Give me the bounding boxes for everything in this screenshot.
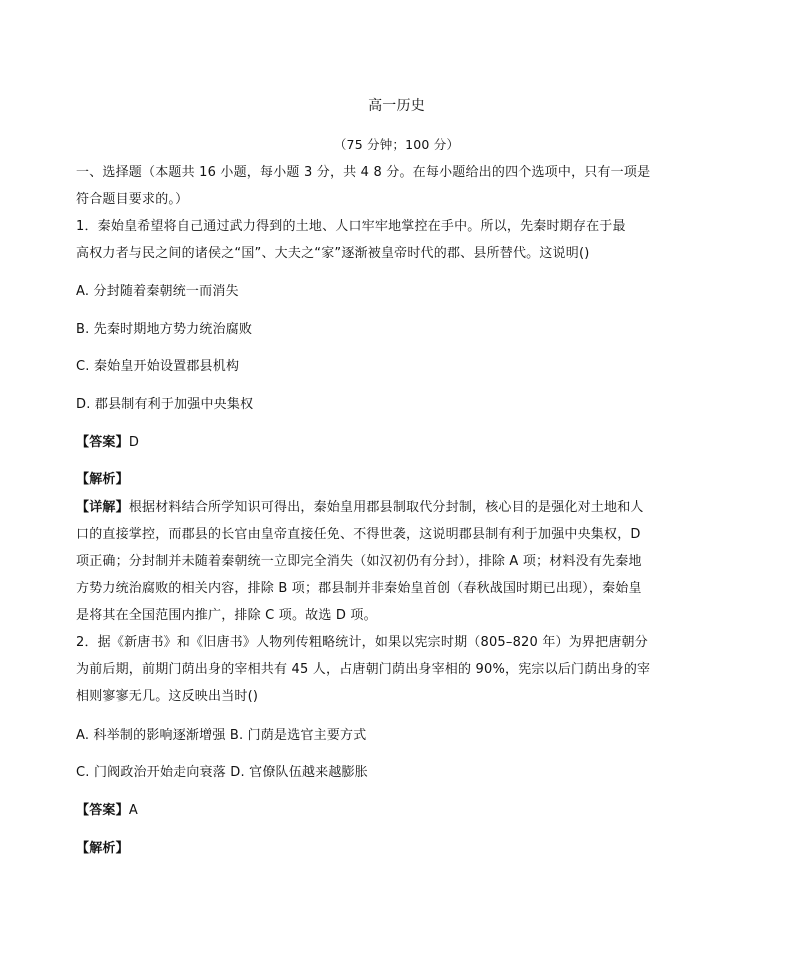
q2-options-row-1: A. 科举制的影响逐渐增强 B. 门荫是选官主要方式 [76,728,367,743]
q2-stem-line-3: 相则寥寥无几。这反映出当时() [76,689,259,704]
q1-option-c: C. 秦始皇开始设置郡县机构 [76,359,240,374]
q1-analysis-label: 【解析】 [76,472,129,487]
section-heading-line-2: 符合题目要求的。） [76,192,189,207]
exam-duration-score: （75 分钟；100 分） [333,137,460,152]
q1-detail-line-2: 口的直接掌控，而郡县的长官由皇帝直接任免、不得世袭，这说明郡县制有利于加强中央集权，D [76,527,641,542]
q1-option-a: A. 分封随着秦朝统一而消失 [76,284,239,299]
section-heading-line-1: 一、选择题（本题共 16 小题，每小题 3 分，共 4 8 分。在每小题给出的四个选项中，只有一项是 [76,165,651,180]
document-title: 高一历史 [368,98,425,114]
q2-stem-line-2: 为前后期，前期门荫出身的宰相共有 45 人，占唐朝门荫出身宰相的 90%，宪宗以后门荫出身的宰 [76,662,651,677]
q2-answer-value: A [128,803,138,818]
q1-answer [76,434,139,452]
q1-answer-label: 【答案】 [76,435,129,450]
q1-detail-line-5: 是将其在全国范围内推广，排除 C 项。故选 D 项。 [76,608,377,623]
q2-answer-label: 【答案】 [76,803,129,818]
q1-answer-value: D [128,435,140,450]
q1-detail-line-3: 项正确；分封制并未随着秦朝统一立即完全消失（如汉初仍有分封），排除 A 项；材料没有先秦地 [76,554,642,569]
q1-detail-label: 【详解】 [76,500,129,515]
q2-analysis-label: 【解析】 [76,841,129,856]
q1-option-b: B. 先秦时期地方势力统治腐败 [76,322,253,337]
q2-stem-line-1: 2．据《新唐书》和《旧唐书》人物列传粗略统计，如果以宪宗时期（805–820 年）为界把唐朝分 [76,635,648,650]
q2-options-row-2: C. 门阀政治开始走向衰落 D. 官僚队伍越来越膨胀 [76,765,368,780]
q2-answer [76,802,138,820]
q1-stem-line-1: 1．秦始皇希望将自己通过武力得到的土地、人口牢牢地掌控在手中。所以，先秦时期存在于最 [76,219,626,234]
q1-stem-line-2: 高权力者与民之间的诸侯之“国”、大夫之“家”逐渐被皇帝时代的郡、县所替代。这说明() [76,246,590,261]
q1-detail-text-1: 根据材料结合所学知识可得出，秦始皇用郡县制取代分封制，核心目的是强化对土地和人 [128,500,644,515]
q1-detail-line-1 [76,499,644,517]
q1-option-d: D. 郡县制有利于加强中央集权 [76,397,254,412]
q1-detail-line-4: 方势力统治腐败的相关内容，排除 B 项；郡县制并非秦始皇首创（春秋战国时期已出现），秦始皇 [76,581,642,596]
